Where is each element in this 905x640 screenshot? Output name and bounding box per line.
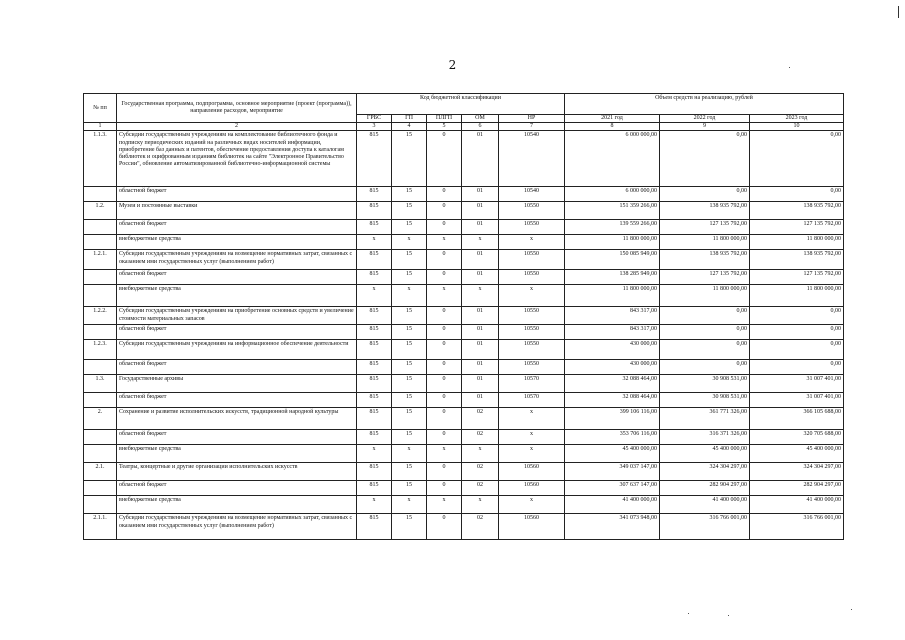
row-name: Субсидии государственным учреждениям на информационное обеспечение деятельности: [117, 340, 357, 360]
table-row: [84, 408, 844, 430]
table-row: [84, 375, 844, 393]
row-name: областной бюджет: [117, 270, 357, 285]
column-number: 4: [392, 123, 427, 131]
row-grbs: 815: [357, 187, 392, 202]
row-plgp: 0: [427, 202, 462, 220]
row-nr: 10550: [499, 202, 565, 220]
row-om: 01: [462, 250, 499, 270]
row-nr: 10570: [499, 393, 565, 408]
header-om: ОМ: [462, 115, 499, 123]
header-volume-group: Объем средств на реализацию, рублей: [565, 94, 844, 115]
row-amount-2022: 11 800 000,00: [660, 285, 750, 307]
row-name: Субсидии государственным учреждениям на возмещение нормативных затрат, связанных с оказанием ими государственных услуг (выполнением работ): [117, 514, 357, 540]
table-body: [84, 131, 844, 540]
row-name: внебюджетные средства: [117, 496, 357, 514]
row-nr: 10560: [499, 514, 565, 540]
budget-table: [83, 93, 844, 540]
row-amount-2021: 151 359 266,00: [565, 202, 660, 220]
table-row: [84, 220, 844, 235]
row-amount-2021: 11 800 000,00: [565, 285, 660, 307]
row-om: 01: [462, 270, 499, 285]
table-row: [84, 445, 844, 463]
row-number: [84, 325, 117, 340]
row-nr: х: [499, 408, 565, 430]
row-amount-2023: 31 007 401,00: [750, 375, 844, 393]
row-nr: 10550: [499, 270, 565, 285]
row-gp: 15: [392, 325, 427, 340]
row-gp: 15: [392, 360, 427, 375]
row-amount-2023: 0,00: [750, 131, 844, 187]
row-plgp: 0: [427, 463, 462, 481]
table-row: [84, 463, 844, 481]
row-amount-2021: 349 037 147,00: [565, 463, 660, 481]
row-amount-2023: 324 304 297,00: [750, 463, 844, 481]
row-nr: 10570: [499, 375, 565, 393]
header-code-group: Код бюджетной классификации: [357, 94, 565, 115]
row-number: [84, 270, 117, 285]
row-amount-2023: 282 904 297,00: [750, 481, 844, 496]
row-name: Сохранение и развитие исполнительских искусств, традиционной народной культуры: [117, 408, 357, 430]
row-amount-2023: 45 400 000,00: [750, 445, 844, 463]
table-row: [84, 250, 844, 270]
row-number: [84, 220, 117, 235]
table-row: [84, 187, 844, 202]
row-amount-2022: 11 800 000,00: [660, 235, 750, 250]
row-amount-2021: 341 073 948,00: [565, 514, 660, 540]
row-nr: 10540: [499, 187, 565, 202]
table-row: [84, 360, 844, 375]
row-amount-2022: 316 766 001,00: [660, 514, 750, 540]
row-number: [84, 285, 117, 307]
row-amount-2021: 843 317,00: [565, 325, 660, 340]
row-number: [84, 360, 117, 375]
row-amount-2022: 0,00: [660, 307, 750, 325]
row-nr: х: [499, 235, 565, 250]
row-amount-2021: 399 106 116,00: [565, 408, 660, 430]
row-grbs: 815: [357, 430, 392, 445]
row-om: х: [462, 235, 499, 250]
row-name: Музеи и постоянные выставки: [117, 202, 357, 220]
row-plgp: 0: [427, 360, 462, 375]
row-om: х: [462, 496, 499, 514]
row-nr: 10540: [499, 131, 565, 187]
row-amount-2023: 0,00: [750, 360, 844, 375]
row-plgp: х: [427, 285, 462, 307]
row-amount-2023: 366 105 688,00: [750, 408, 844, 430]
table-header: [84, 94, 844, 131]
row-grbs: 815: [357, 340, 392, 360]
row-gp: 15: [392, 187, 427, 202]
table-row: [84, 325, 844, 340]
row-plgp: 0: [427, 393, 462, 408]
row-amount-2023: 11 800 000,00: [750, 285, 844, 307]
row-amount-2023: 0,00: [750, 325, 844, 340]
row-amount-2022: 0,00: [660, 360, 750, 375]
row-amount-2022: 127 135 792,00: [660, 220, 750, 235]
row-amount-2021: 32 088 464,00: [565, 375, 660, 393]
row-amount-2022: 138 935 792,00: [660, 202, 750, 220]
row-amount-2022: 0,00: [660, 340, 750, 360]
row-grbs: х: [357, 445, 392, 463]
row-gp: 15: [392, 463, 427, 481]
row-amount-2021: 430 000,00: [565, 360, 660, 375]
row-gp: 15: [392, 131, 427, 187]
row-grbs: 815: [357, 375, 392, 393]
row-plgp: 0: [427, 340, 462, 360]
header-nr: НР: [499, 115, 565, 123]
table-row: [84, 235, 844, 250]
row-gp: 15: [392, 481, 427, 496]
row-om: 01: [462, 360, 499, 375]
row-amount-2021: 843 317,00: [565, 307, 660, 325]
row-gp: 15: [392, 408, 427, 430]
table-row: [84, 340, 844, 360]
row-grbs: 815: [357, 481, 392, 496]
header-grbs: ГРБС: [357, 115, 392, 123]
scan-speck: [728, 615, 729, 616]
row-grbs: 815: [357, 250, 392, 270]
row-nr: х: [499, 285, 565, 307]
row-number: 1.2.: [84, 202, 117, 220]
row-nr: 10560: [499, 463, 565, 481]
row-amount-2023: 0,00: [750, 187, 844, 202]
row-om: 02: [462, 481, 499, 496]
row-grbs: х: [357, 285, 392, 307]
row-amount-2022: 361 771 326,00: [660, 408, 750, 430]
row-name: областной бюджет: [117, 393, 357, 408]
row-plgp: 0: [427, 514, 462, 540]
column-number: 3: [357, 123, 392, 131]
row-amount-2022: 0,00: [660, 187, 750, 202]
row-amount-2021: 138 285 949,00: [565, 270, 660, 285]
row-name: областной бюджет: [117, 187, 357, 202]
row-amount-2023: 0,00: [750, 340, 844, 360]
row-amount-2021: 139 559 266,00: [565, 220, 660, 235]
row-name: внебюджетные средства: [117, 285, 357, 307]
column-number: 1: [84, 123, 117, 131]
row-nr: 10550: [499, 340, 565, 360]
row-plgp: х: [427, 445, 462, 463]
row-grbs: 815: [357, 360, 392, 375]
row-nr: х: [499, 445, 565, 463]
row-gp: 15: [392, 202, 427, 220]
row-name: Субсидии государственным учреждениям на комплектование библиотечного фонда и подписку периодических изданий на различных видах носителей информации, приобретение баз данных и патентов, обеспечение предоставления доступа к каталогам библиотек и оцифрованным изданиям библиотек на сайте "Электронное Правительство России", обновление автоматизированной библиотечно-информационной системы: [117, 131, 357, 187]
column-number: 8: [565, 123, 660, 131]
row-om: 01: [462, 340, 499, 360]
row-nr: х: [499, 430, 565, 445]
row-name: Субсидии государственным учреждениям на приобретение основных средств и увеличение стоимости материальных запасов: [117, 307, 357, 325]
row-plgp: 0: [427, 408, 462, 430]
table-row: [84, 285, 844, 307]
row-number: [84, 481, 117, 496]
row-gp: 15: [392, 375, 427, 393]
row-number: 2.: [84, 408, 117, 430]
row-plgp: 0: [427, 220, 462, 235]
row-number: 1.2.2.: [84, 307, 117, 325]
row-plgp: 0: [427, 187, 462, 202]
row-gp: х: [392, 235, 427, 250]
row-amount-2023: 316 766 001,00: [750, 514, 844, 540]
row-number: 1.1.3.: [84, 131, 117, 187]
row-grbs: 815: [357, 408, 392, 430]
row-grbs: 815: [357, 307, 392, 325]
row-amount-2021: 41 400 000,00: [565, 496, 660, 514]
header-name: Государственная программа, подпрограмма, основное мероприятие (проект (программа)), направление расходов, мероприятие: [117, 94, 357, 123]
row-grbs: 815: [357, 202, 392, 220]
table-row: [84, 202, 844, 220]
row-nr: х: [499, 496, 565, 514]
row-amount-2022: 41 400 000,00: [660, 496, 750, 514]
row-gp: 15: [392, 340, 427, 360]
page-edge-mark: [898, 6, 899, 18]
header-gp: ГП: [392, 115, 427, 123]
row-grbs: 815: [357, 131, 392, 187]
table-row: [84, 270, 844, 285]
row-gp: 15: [392, 514, 427, 540]
table-row: [84, 496, 844, 514]
row-grbs: 815: [357, 393, 392, 408]
row-om: х: [462, 445, 499, 463]
row-number: [84, 393, 117, 408]
column-number: 6: [462, 123, 499, 131]
row-plgp: 0: [427, 307, 462, 325]
row-name: областной бюджет: [117, 430, 357, 445]
row-om: 01: [462, 375, 499, 393]
row-om: 02: [462, 463, 499, 481]
scan-speck: [851, 609, 852, 610]
row-amount-2023: 138 935 792,00: [750, 250, 844, 270]
row-amount-2022: 0,00: [660, 131, 750, 187]
page-number: 2: [448, 58, 457, 72]
row-om: 02: [462, 408, 499, 430]
row-amount-2021: 430 000,00: [565, 340, 660, 360]
row-amount-2021: 45 400 000,00: [565, 445, 660, 463]
row-number: [84, 430, 117, 445]
table-row: [84, 514, 844, 540]
row-amount-2021: 6 000 000,00: [565, 187, 660, 202]
row-plgp: 0: [427, 375, 462, 393]
header-year-2023: 2023 год: [750, 115, 844, 123]
row-amount-2022: 127 135 792,00: [660, 270, 750, 285]
row-om: 02: [462, 514, 499, 540]
table-row: [84, 131, 844, 187]
row-name: областной бюджет: [117, 481, 357, 496]
row-om: 01: [462, 202, 499, 220]
column-number: 9: [660, 123, 750, 131]
row-amount-2022: 30 908 531,00: [660, 375, 750, 393]
row-amount-2021: 6 000 000,00: [565, 131, 660, 187]
row-amount-2022: 282 904 297,00: [660, 481, 750, 496]
row-nr: 10550: [499, 250, 565, 270]
row-plgp: 0: [427, 430, 462, 445]
row-number: 2.1.: [84, 463, 117, 481]
table-row: [84, 481, 844, 496]
row-amount-2021: 150 085 949,00: [565, 250, 660, 270]
row-nr: 10550: [499, 307, 565, 325]
row-amount-2023: 11 800 000,00: [750, 235, 844, 250]
row-number: [84, 496, 117, 514]
row-number: [84, 445, 117, 463]
row-amount-2021: 353 706 116,00: [565, 430, 660, 445]
row-amount-2023: 0,00: [750, 307, 844, 325]
row-amount-2023: 31 007 401,00: [750, 393, 844, 408]
row-gp: 15: [392, 430, 427, 445]
row-plgp: 0: [427, 270, 462, 285]
scan-speck: [688, 613, 689, 614]
column-number: 10: [750, 123, 844, 131]
header-year-2022: 2022 год: [660, 115, 750, 123]
column-number: 2: [117, 123, 357, 131]
row-nr: 10550: [499, 220, 565, 235]
row-amount-2023: 320 705 688,00: [750, 430, 844, 445]
row-gp: х: [392, 285, 427, 307]
table-row: [84, 430, 844, 445]
row-name: Субсидии государственным учреждениям на возмещение нормативных затрат, связанных с оказанием ими государственных услуг (выполнением работ): [117, 250, 357, 270]
row-number: [84, 187, 117, 202]
header-plgp: ПЛГП: [427, 115, 462, 123]
row-amount-2022: 316 371 326,00: [660, 430, 750, 445]
row-number: 2.1.1.: [84, 514, 117, 540]
row-gp: х: [392, 496, 427, 514]
row-name: внебюджетные средства: [117, 235, 357, 250]
row-amount-2022: 45 400 000,00: [660, 445, 750, 463]
row-om: 01: [462, 325, 499, 340]
column-number: 5: [427, 123, 462, 131]
table-row: [84, 393, 844, 408]
row-number: [84, 235, 117, 250]
row-amount-2022: 0,00: [660, 325, 750, 340]
row-amount-2022: 324 304 297,00: [660, 463, 750, 481]
row-amount-2021: 32 088 464,00: [565, 393, 660, 408]
row-amount-2023: 41 400 000,00: [750, 496, 844, 514]
row-plgp: 0: [427, 131, 462, 187]
row-amount-2023: 138 935 792,00: [750, 202, 844, 220]
row-grbs: 815: [357, 514, 392, 540]
row-om: 01: [462, 131, 499, 187]
row-grbs: х: [357, 496, 392, 514]
row-grbs: 815: [357, 325, 392, 340]
row-name: внебюджетные средства: [117, 445, 357, 463]
row-amount-2023: 127 135 792,00: [750, 270, 844, 285]
row-number: 1.2.3.: [84, 340, 117, 360]
row-number: 1.3.: [84, 375, 117, 393]
header-num: № пп: [84, 94, 117, 123]
row-name: Государственные архивы: [117, 375, 357, 393]
row-plgp: 0: [427, 325, 462, 340]
row-nr: 10550: [499, 360, 565, 375]
row-gp: 15: [392, 393, 427, 408]
row-gp: х: [392, 445, 427, 463]
row-amount-2022: 138 935 792,00: [660, 250, 750, 270]
row-name: областной бюджет: [117, 325, 357, 340]
row-grbs: х: [357, 235, 392, 250]
column-number: 7: [499, 123, 565, 131]
row-plgp: х: [427, 235, 462, 250]
row-gp: 15: [392, 220, 427, 235]
row-plgp: х: [427, 496, 462, 514]
row-plgp: 0: [427, 481, 462, 496]
row-grbs: 815: [357, 270, 392, 285]
row-number: 1.2.1.: [84, 250, 117, 270]
row-om: х: [462, 285, 499, 307]
row-nr: 10560: [499, 481, 565, 496]
row-om: 01: [462, 220, 499, 235]
header-year-2021: 2021 год: [565, 115, 660, 123]
row-plgp: 0: [427, 250, 462, 270]
table-row: [84, 307, 844, 325]
row-om: 01: [462, 393, 499, 408]
row-amount-2023: 127 135 792,00: [750, 220, 844, 235]
row-om: 01: [462, 187, 499, 202]
row-name: областной бюджет: [117, 360, 357, 375]
row-amount-2021: 11 800 000,00: [565, 235, 660, 250]
row-name: Театры, концертные и другие организации исполнительских искусств: [117, 463, 357, 481]
row-om: 02: [462, 430, 499, 445]
row-name: областной бюджет: [117, 220, 357, 235]
row-gp: 15: [392, 270, 427, 285]
row-grbs: 815: [357, 463, 392, 481]
row-amount-2021: 307 637 147,00: [565, 481, 660, 496]
row-grbs: 815: [357, 220, 392, 235]
row-gp: 15: [392, 250, 427, 270]
row-amount-2022: 30 908 531,00: [660, 393, 750, 408]
row-om: 01: [462, 307, 499, 325]
row-nr: 10550: [499, 325, 565, 340]
row-gp: 15: [392, 307, 427, 325]
